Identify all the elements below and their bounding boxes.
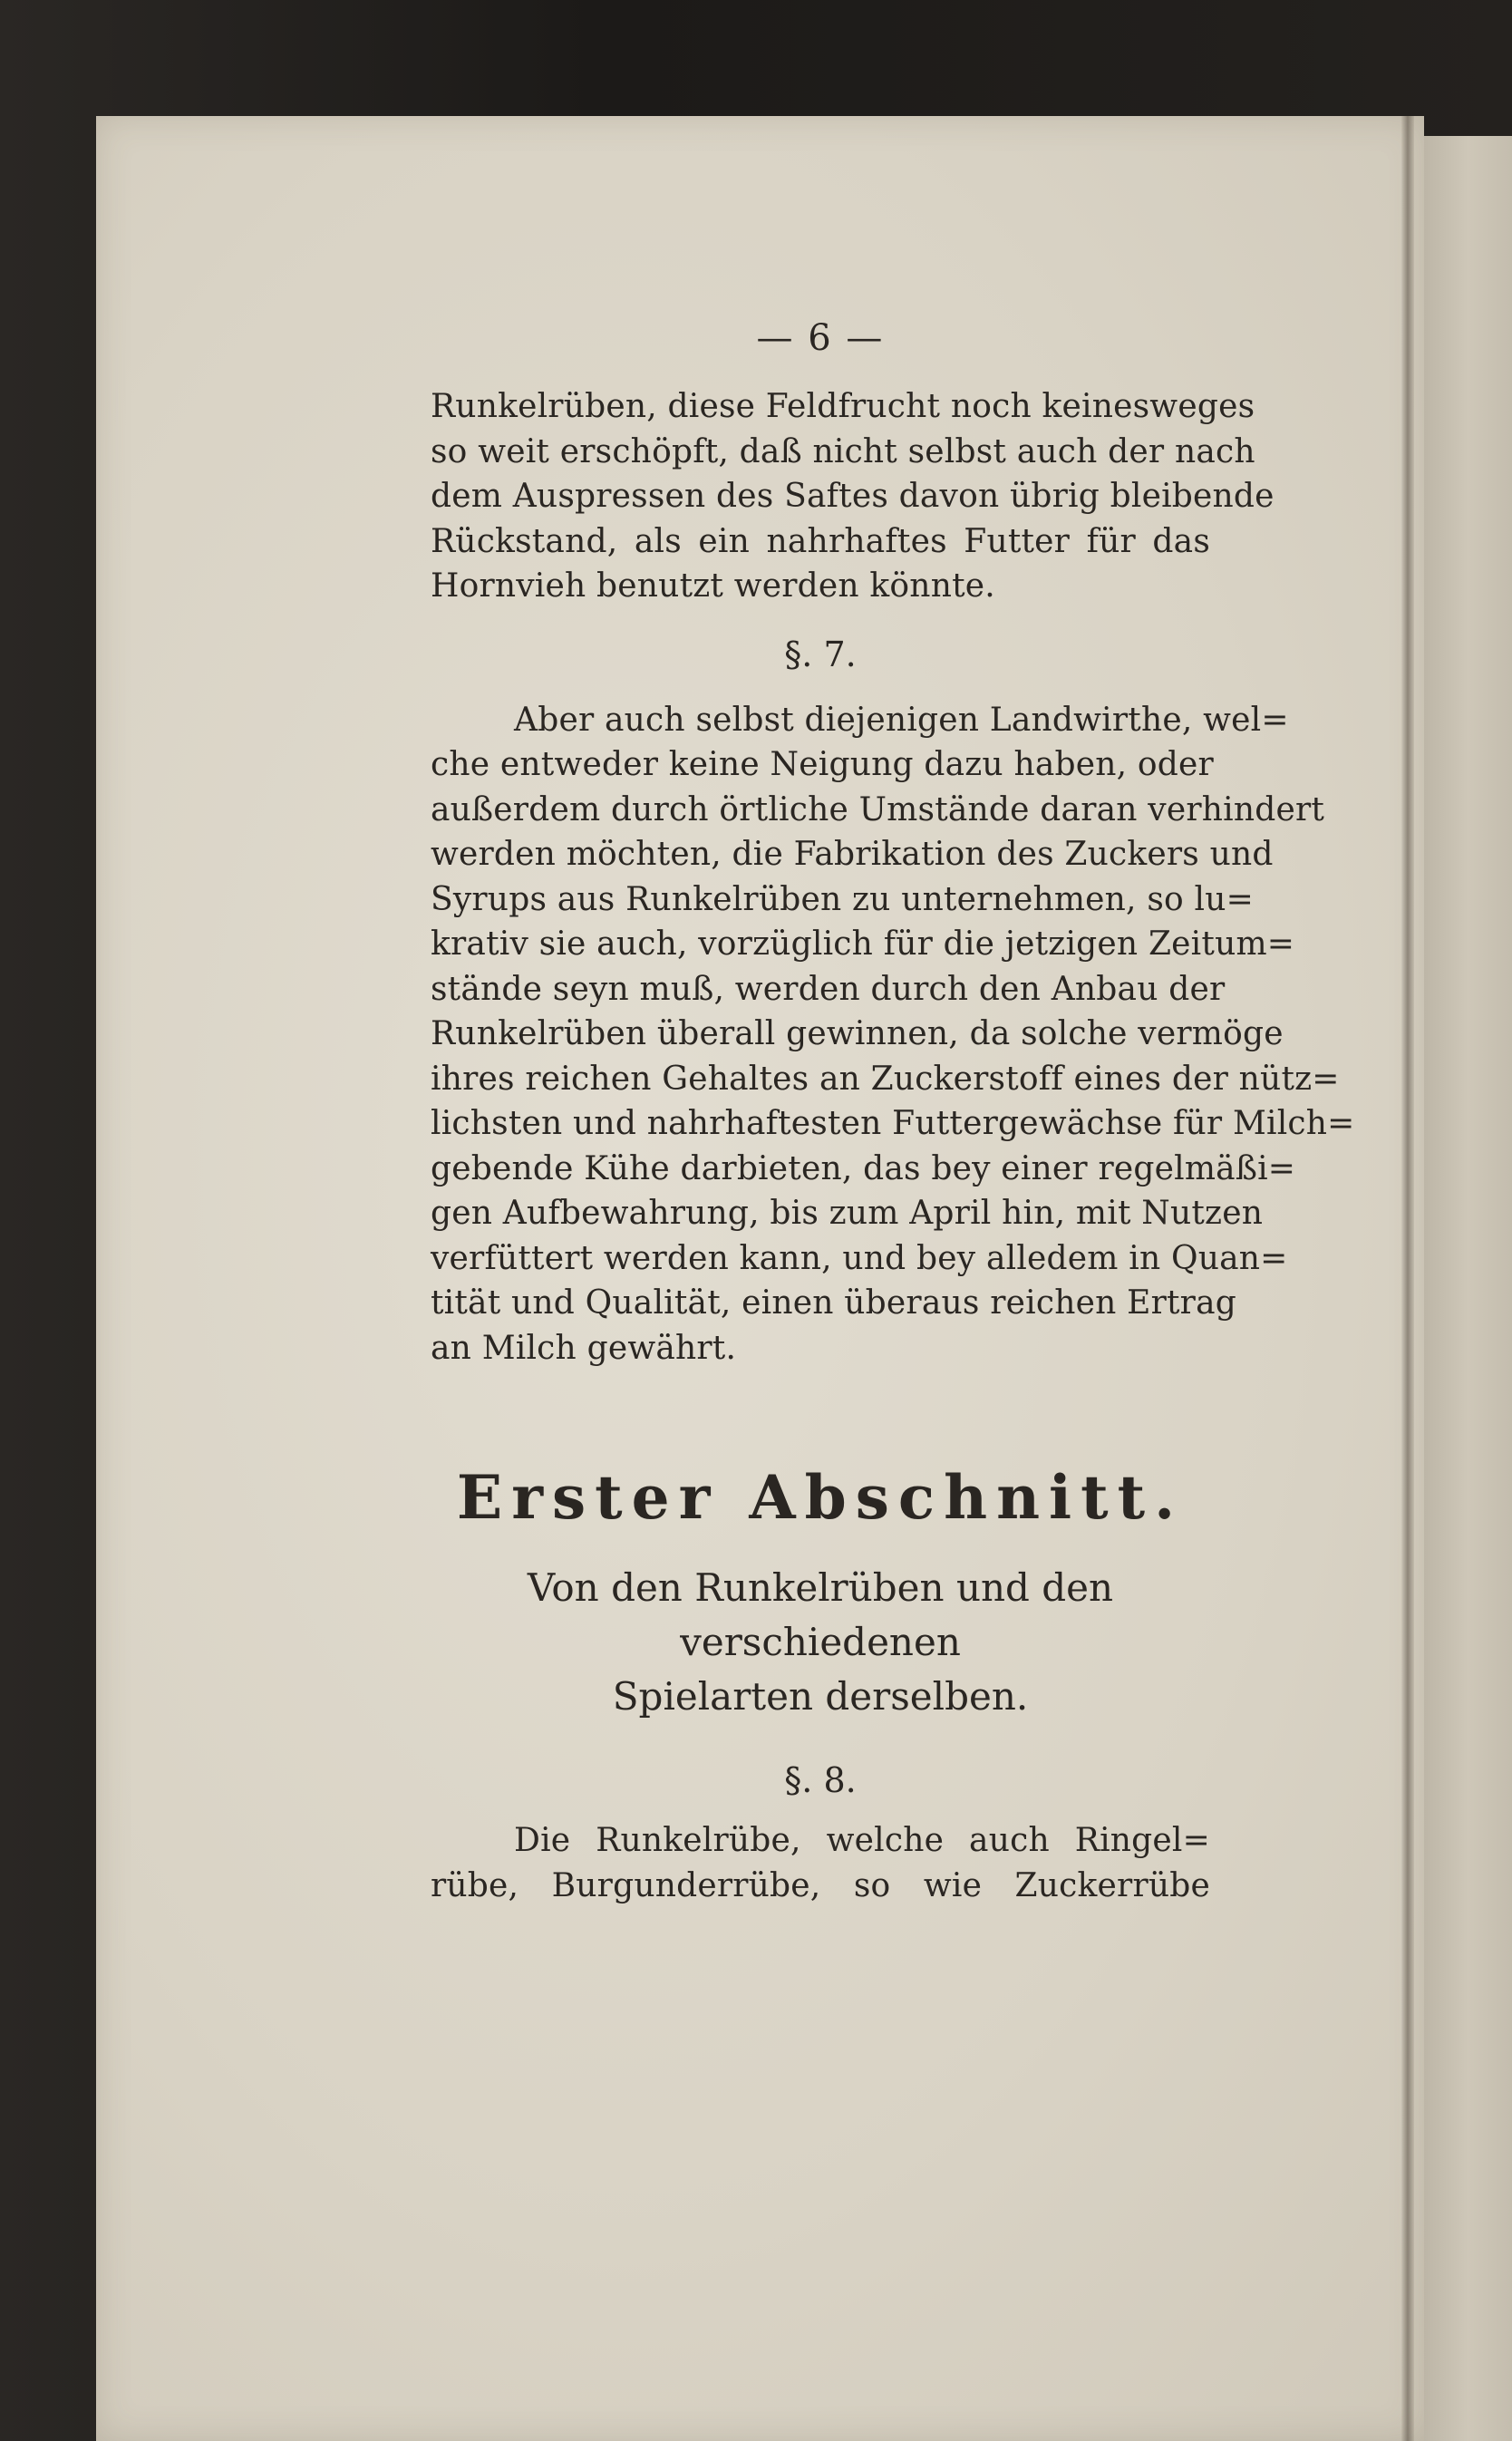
text-line: werden möchten, die Fabrikation des Zuckers und: [431, 836, 1274, 873]
text-line: gen Aufbewahrung, bis zum April hin, mit Nutzen: [431, 1195, 1264, 1232]
text-line: Runkelrüben überall gewinnen, da solche vermöge: [431, 1015, 1284, 1052]
text-line: Rückstand, als ein nahrhaftes Futter für das: [431, 522, 1210, 560]
text-line: so weit erschöpft, daß nicht selbst auch der nach: [431, 432, 1255, 470]
continuation-paragraph: [431, 384, 1275, 609]
section-7-heading: §. 7.: [784, 634, 857, 674]
next-page-edge: [1424, 136, 1512, 2441]
text-line: gebende Kühe darbieten, das bey einer regelmäßi=: [431, 1149, 1296, 1187]
section-8-paragraph: [431, 1818, 1210, 1908]
text-line: Hornvieh benutzt werden könnte.: [431, 567, 995, 605]
text-line: che entweder keine Neigung dazu haben, oder: [431, 746, 1214, 783]
text-line: tität und Qualität, einen überaus reichen Ertrag: [431, 1284, 1236, 1322]
text-line: verfüttert werden kann, und bey alledem in Quan=: [431, 1239, 1288, 1277]
text-line: stände seyn muß, werden durch den Anbau der: [431, 970, 1226, 1008]
page-number: — 6 —: [756, 317, 885, 359]
section-8-heading: §. 8.: [784, 1760, 857, 1800]
text-line: dem Auspressen des Saftes davon übrig bleibende: [431, 478, 1275, 515]
text-line: krativ sie auch, vorzüglich für die jetzigen Zeitum=: [431, 925, 1295, 963]
section-7-paragraph: [431, 698, 1355, 1371]
chapter-subtitle-line-1: Von den Runkelrüben und den verschiedenen: [527, 1565, 1114, 1664]
text-line: Aber auch selbst diejenigen Landwirthe, wel=: [514, 701, 1289, 739]
text-line: ihres reichen Gehaltes an Zuckerstoff eines der nütz=: [431, 1060, 1340, 1098]
text-line: lichsten und nahrhaftesten Futtergewächse für Milch=: [431, 1105, 1355, 1142]
text-block: [431, 317, 1355, 1908]
chapter-subtitle-line-2: Spielarten derselben.: [612, 1674, 1029, 1719]
page-gutter: [1401, 116, 1414, 2441]
text-line: an Milch gewährt.: [431, 1329, 737, 1367]
chapter-title: Erster Abschnitt.: [456, 1462, 1185, 1533]
text-line: Runkelrüben, diese Feldfrucht noch keinesweges: [431, 388, 1255, 425]
text-line: Die Runkelrübe, welche auch Ringel=: [514, 1822, 1210, 1859]
text-line: rübe, Burgunderrübe, so wie Zuckerrübe: [431, 1866, 1210, 1904]
text-line: Syrups aus Runkelrüben zu unternehmen, so lu=: [431, 880, 1254, 918]
text-line: außerdem durch örtliche Umstände daran verhindert: [431, 790, 1325, 828]
